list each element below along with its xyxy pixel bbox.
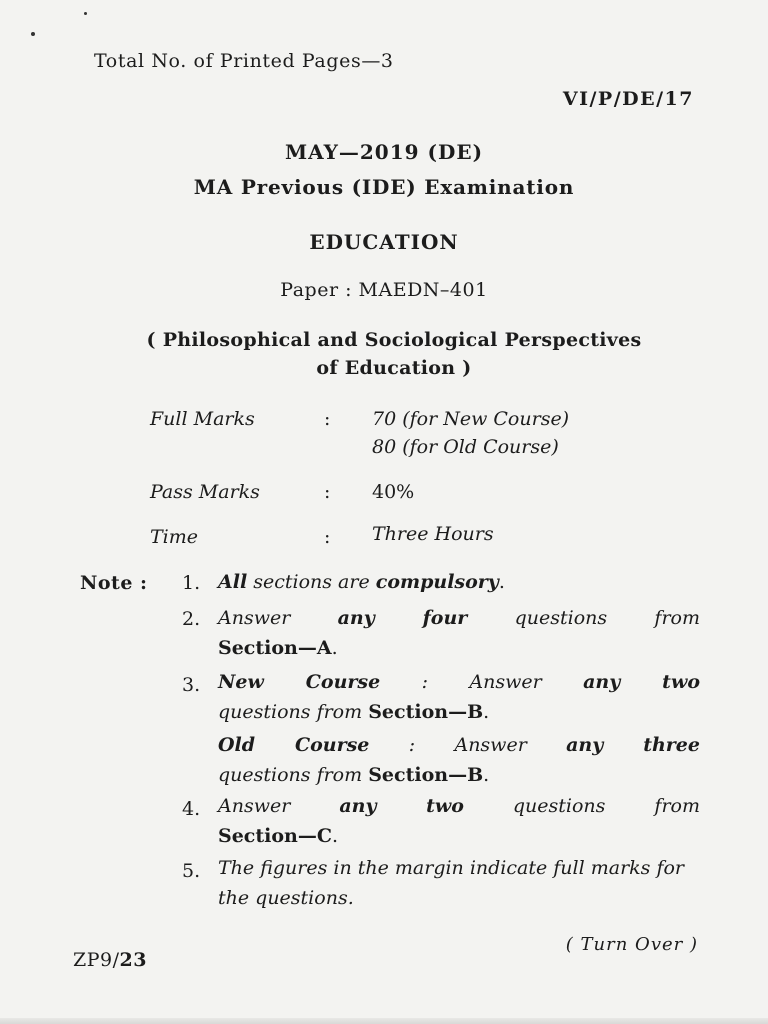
time-colon: : — [324, 526, 331, 548]
note-bold-word: any three — [566, 734, 700, 756]
old-course-label: Old Course — [218, 734, 370, 756]
note-number: 3. — [182, 674, 201, 696]
note-bold-word: All — [218, 571, 248, 593]
note-bold-word: any two — [583, 671, 700, 693]
note-text: questions from — [514, 607, 700, 629]
subject-title: EDUCATION — [309, 230, 459, 254]
printed-pages-count: Total No. of Printed Pages—3 — [94, 50, 394, 72]
speck-mark — [31, 32, 35, 36]
note-item-2 — [218, 603, 700, 663]
footer-code-number: 23 — [119, 949, 147, 971]
subtitle-line-1: ( Philosophical and Sociological Perspectives — [146, 329, 642, 351]
note-text: Answer — [218, 795, 291, 817]
note-text: sections are — [253, 571, 370, 593]
footer-code-prefix: ZP9/ — [73, 949, 120, 971]
turn-over-note: ( Turn Over ) — [565, 934, 698, 955]
full-marks-colon: : — [324, 408, 331, 430]
section-ref: Section—B — [368, 701, 484, 723]
note-text: Answer — [218, 607, 291, 629]
note-bold-word: compulsory — [375, 571, 499, 593]
subtitle-line-2: of Education ) — [316, 357, 472, 379]
paper-number: Paper : MAEDN–401 — [280, 279, 488, 301]
note-item-5: The figures in the margin indicate full marks for the questions. — [218, 857, 685, 909]
note-period: . — [483, 701, 490, 723]
note-text: questions from — [218, 701, 363, 723]
exam-title: MA Previous (IDE) Examination — [193, 175, 575, 199]
note-item-3-old — [218, 730, 700, 790]
section-ref: Section—C — [218, 825, 332, 847]
full-marks-new: 70 (for New Course) — [372, 408, 570, 430]
time-value: Three Hours — [372, 523, 494, 545]
note-number: 2. — [182, 608, 201, 630]
exam-session: MAY—2019 (DE) — [284, 140, 484, 164]
note-bold-word: any two — [339, 795, 464, 817]
pass-marks-colon: : — [324, 481, 331, 503]
note-period: . — [483, 764, 490, 786]
pass-marks-value: 40% — [372, 481, 415, 503]
page-bottom-edge — [0, 1018, 768, 1024]
new-course-label: New Course — [218, 671, 381, 693]
note-period: . — [498, 571, 505, 593]
note-text: : Answer — [421, 671, 542, 693]
section-ref: Section—A — [218, 637, 332, 659]
pass-marks-label: Pass Marks — [150, 481, 260, 503]
note-text: questions from — [218, 764, 363, 786]
footer-code — [73, 949, 147, 971]
note-period: . — [331, 825, 339, 847]
note-number: 4. — [182, 798, 201, 820]
full-marks-old: 80 (for Old Course) — [372, 436, 559, 458]
note-item-1 — [218, 567, 700, 597]
note-bold-word: any four — [337, 607, 468, 629]
note-text: questions from — [512, 795, 700, 817]
time-label: Time — [150, 526, 199, 548]
note-number: 5. — [182, 860, 201, 882]
note-number: 1. — [182, 572, 201, 594]
note-label: Note : — [80, 572, 148, 594]
full-marks-label: Full Marks — [150, 408, 255, 430]
note-item-4 — [218, 791, 700, 851]
speck-mark — [84, 12, 87, 15]
note-text: : Answer — [408, 734, 527, 756]
note-item-3-new — [218, 667, 700, 727]
paper-subtitle — [96, 326, 692, 382]
section-ref: Section—B — [368, 764, 484, 786]
paper-code: VI/P/DE/17 — [562, 88, 694, 110]
note-period: . — [331, 637, 338, 659]
